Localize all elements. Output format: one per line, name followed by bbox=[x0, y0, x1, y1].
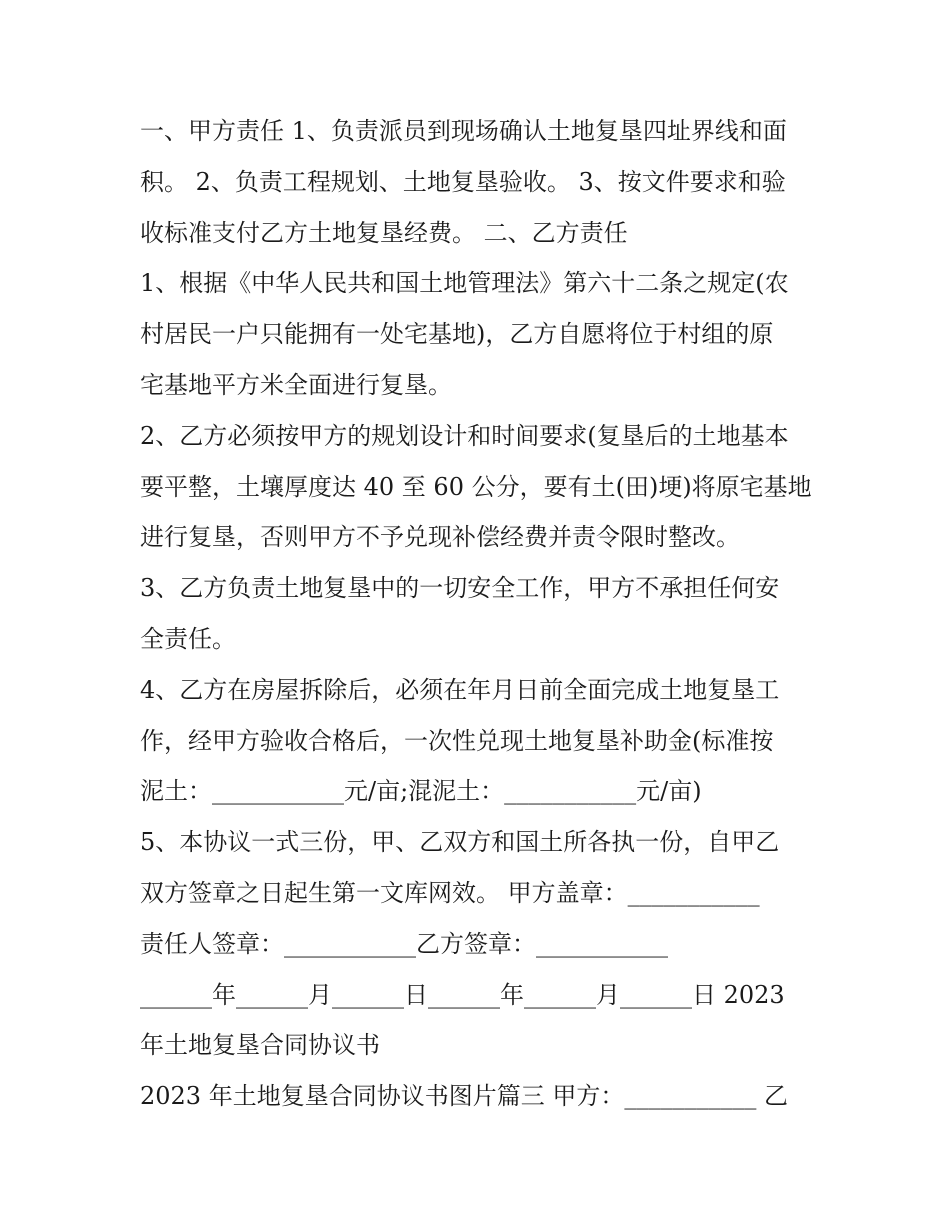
text-line: 年土地复垦合同协议书 bbox=[140, 1031, 380, 1060]
text-line: 宅基地平方米全面进行复垦。 bbox=[140, 370, 452, 399]
text-line: 进行复垦，否则甲方不予兑现补偿经费并责令限时整改。 bbox=[140, 523, 740, 552]
text-line: 一、甲方责任 1、负责派员到现场确认土地复垦四址界线和面 bbox=[140, 117, 787, 145]
text-line: ______年______月______日______年______月______日 2023 bbox=[140, 980, 785, 1009]
text-line: 2023 年土地复垦合同协议书图片篇三 甲方：___________ 乙 bbox=[140, 1082, 788, 1111]
text-line: 积。 2、负责工程规划、土地复垦验收。 3、按文件要求和验 bbox=[140, 167, 786, 196]
text-line: 2、乙方必须按甲方的规划设计和时间要求(复垦后的土地基本 bbox=[140, 421, 789, 450]
text-line: 作，经甲方验收合格后，一次性兑现土地复垦补助金(标准按 bbox=[140, 726, 774, 755]
text-line: 收标准支付乙方土地复垦经费。 二、乙方责任 bbox=[140, 218, 628, 247]
text-line: 3、乙方负责土地复垦中的一切安全工作，甲方不承担任何安 bbox=[140, 574, 780, 603]
text-line: 全责任。 bbox=[140, 624, 236, 653]
text-line: 双方签章之日起生第一文库网效。 甲方盖章：___________ bbox=[140, 878, 760, 907]
text-line: 5、本协议一式三份，甲、乙双方和国土所各执一份，自甲乙 bbox=[140, 828, 780, 857]
document-body bbox=[140, 106, 820, 1122]
text-line: 村居民一户只能拥有一处宅基地)，乙方自愿将位于村组的原 bbox=[140, 320, 774, 349]
text-line: 4、乙方在房屋拆除后，必须在年月日前全面完成土地复垦工 bbox=[140, 675, 780, 704]
text-line: 要平整，土壤厚度达 40 至 60 公分，要有土(田)埂)将原宅基地 bbox=[140, 472, 812, 501]
text-line: 责任人签章：___________乙方签章：___________ bbox=[140, 929, 668, 958]
text-line: 1、根据《中华人民共和国土地管理法》第六十二条之规定(农 bbox=[140, 269, 789, 298]
text-line: 泥土：___________元/亩;混泥土：___________元/亩) bbox=[140, 777, 702, 806]
